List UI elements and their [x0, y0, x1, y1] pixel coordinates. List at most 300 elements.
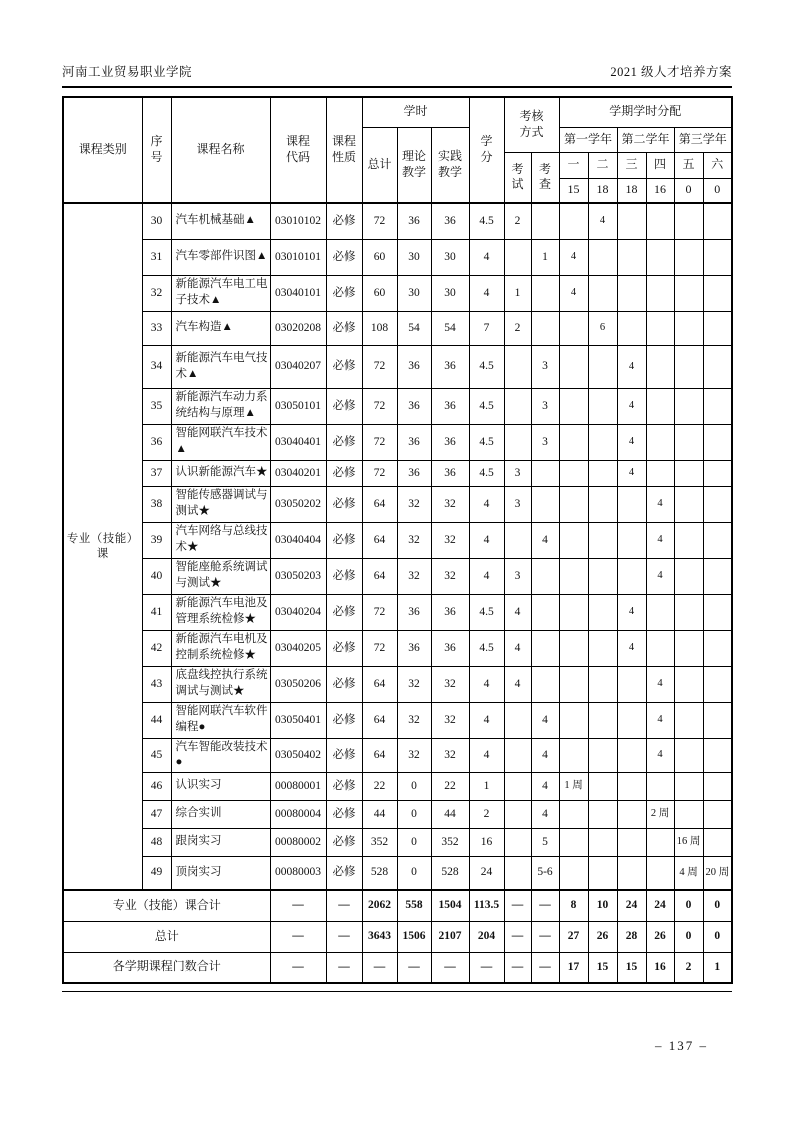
cell-s5	[674, 594, 703, 630]
cell-total: 22	[362, 772, 397, 800]
cell-s2	[588, 239, 617, 275]
header-weeks1: 15	[559, 178, 588, 203]
cell-check: 5	[531, 828, 559, 856]
cell-check: 1	[531, 239, 559, 275]
running-header	[62, 62, 732, 88]
cell-nature: 必修	[326, 486, 362, 522]
cell-check: 4	[531, 800, 559, 828]
cell-code: 03040207	[270, 345, 326, 388]
cell-s6	[703, 738, 732, 772]
cell-credits: 4	[469, 522, 504, 558]
cell-seq: 46	[142, 772, 171, 800]
cell-s4	[646, 275, 674, 311]
summary-row-grand-total	[63, 921, 732, 952]
cell-practice: 44	[431, 800, 469, 828]
cell-nature: 必修	[326, 424, 362, 460]
cell-nature: 必修	[326, 203, 362, 239]
course-row	[63, 203, 732, 239]
summary-total: 2062	[362, 890, 397, 921]
summary-check: —	[531, 952, 559, 983]
cell-practice: 30	[431, 239, 469, 275]
cell-s4	[646, 630, 674, 666]
cell-nature: 必修	[326, 558, 362, 594]
cell-s4	[646, 594, 674, 630]
cell-nature: 必修	[326, 630, 362, 666]
course-row	[63, 311, 732, 345]
cell-practice: 22	[431, 772, 469, 800]
summary-nature: —	[326, 890, 362, 921]
summary-s1: 17	[559, 952, 588, 983]
cell-nature: 必修	[326, 522, 362, 558]
cell-total: 72	[362, 388, 397, 424]
summary-s3: 15	[617, 952, 646, 983]
cell-s4: 4	[646, 486, 674, 522]
cell-s4	[646, 856, 674, 890]
summary-code: —	[270, 952, 326, 983]
cell-code: 03050202	[270, 486, 326, 522]
cell-name: 顶岗实习	[171, 856, 270, 890]
cell-credits: 1	[469, 772, 504, 800]
cell-s4	[646, 828, 674, 856]
cell-s2	[588, 275, 617, 311]
cell-total: 72	[362, 630, 397, 666]
cell-name: 汽车智能改装技术●	[171, 738, 270, 772]
header-sem5: 五	[674, 152, 703, 178]
cell-s4	[646, 388, 674, 424]
cell-theory: 36	[397, 460, 431, 486]
cell-s1	[559, 828, 588, 856]
cell-s1	[559, 460, 588, 486]
cell-s3	[617, 311, 646, 345]
cell-s4: 4	[646, 666, 674, 702]
summary-credits: 204	[469, 921, 504, 952]
cell-s2	[588, 558, 617, 594]
cell-exam: 4	[504, 594, 531, 630]
cell-s6	[703, 630, 732, 666]
header-weeks4: 16	[646, 178, 674, 203]
summary-exam: —	[504, 921, 531, 952]
summary-check: —	[531, 890, 559, 921]
cell-code: 00080003	[270, 856, 326, 890]
cell-name: 新能源汽车电池及管理系统检修★	[171, 594, 270, 630]
cell-exam	[504, 856, 531, 890]
cell-code: 03050101	[270, 388, 326, 424]
bottom-rule	[62, 991, 732, 992]
page-number: – 137 –	[655, 1038, 708, 1053]
course-row	[63, 828, 732, 856]
cell-name: 新能源汽车动力系统结构与原理▲	[171, 388, 270, 424]
cell-practice: 36	[431, 203, 469, 239]
cell-s1: 4	[559, 239, 588, 275]
cell-s6	[703, 772, 732, 800]
cell-s5	[674, 558, 703, 594]
cell-credits: 24	[469, 856, 504, 890]
course-row	[63, 239, 732, 275]
cell-s3	[617, 738, 646, 772]
cell-code: 03040201	[270, 460, 326, 486]
cell-credits: 16	[469, 828, 504, 856]
cell-s4	[646, 311, 674, 345]
cell-theory: 32	[397, 738, 431, 772]
cell-s2	[588, 522, 617, 558]
header-course-name: 课程名称	[171, 97, 270, 203]
summary-s2: 26	[588, 921, 617, 952]
cell-s3	[617, 275, 646, 311]
header-sem4: 四	[646, 152, 674, 178]
cell-theory: 36	[397, 203, 431, 239]
course-row	[63, 702, 732, 738]
cell-practice: 54	[431, 311, 469, 345]
cell-total: 72	[362, 424, 397, 460]
cell-name: 智能座舱系统调试与测试★	[171, 558, 270, 594]
header-category: 课程类别	[63, 97, 142, 203]
cell-s6	[703, 275, 732, 311]
cell-exam	[504, 239, 531, 275]
cell-s6	[703, 522, 732, 558]
header-sem2: 二	[588, 152, 617, 178]
cell-code: 00080002	[270, 828, 326, 856]
header-year2: 第二学年	[617, 127, 674, 152]
header-course-nature: 课程性质	[326, 97, 362, 203]
summary-s1: 27	[559, 921, 588, 952]
cell-exam	[504, 800, 531, 828]
cell-theory: 32	[397, 558, 431, 594]
summary-rows	[63, 890, 732, 983]
cell-nature: 必修	[326, 738, 362, 772]
header-hours-group: 学时	[362, 97, 469, 127]
cell-s3	[617, 800, 646, 828]
course-row	[63, 460, 732, 486]
cell-code: 03010101	[270, 239, 326, 275]
cell-s2	[588, 460, 617, 486]
cell-s2	[588, 772, 617, 800]
course-row	[63, 275, 732, 311]
cell-s6: 20 周	[703, 856, 732, 890]
cell-s3	[617, 239, 646, 275]
header-sem6: 六	[703, 152, 732, 178]
cell-code: 03050401	[270, 702, 326, 738]
cell-name: 汽车构造▲	[171, 311, 270, 345]
summary-s5: 0	[674, 890, 703, 921]
cell-s1	[559, 486, 588, 522]
cell-practice: 32	[431, 666, 469, 702]
cell-s1	[559, 424, 588, 460]
cell-practice: 36	[431, 460, 469, 486]
cell-code: 03040404	[270, 522, 326, 558]
cell-practice: 32	[431, 486, 469, 522]
cell-s2	[588, 594, 617, 630]
cell-credits: 4.5	[469, 460, 504, 486]
cell-s1	[559, 558, 588, 594]
cell-seq: 30	[142, 203, 171, 239]
cell-check: 3	[531, 388, 559, 424]
summary-nature: —	[326, 921, 362, 952]
cell-s5	[674, 738, 703, 772]
cell-seq: 39	[142, 522, 171, 558]
cell-practice: 36	[431, 345, 469, 388]
cell-practice: 32	[431, 702, 469, 738]
cell-check	[531, 558, 559, 594]
cell-s5	[674, 275, 703, 311]
header-hours-total: 总计	[362, 127, 397, 203]
header-seq: 序号	[142, 97, 171, 203]
cell-s3: 4	[617, 460, 646, 486]
cell-s5	[674, 239, 703, 275]
cell-check: 3	[531, 424, 559, 460]
cell-s5	[674, 522, 703, 558]
cell-total: 64	[362, 486, 397, 522]
summary-label: 总计	[63, 921, 270, 952]
cell-theory: 54	[397, 311, 431, 345]
cell-name: 汽车网络与总线技术★	[171, 522, 270, 558]
cell-s2	[588, 856, 617, 890]
cell-s4	[646, 345, 674, 388]
cell-s3	[617, 558, 646, 594]
cell-nature: 必修	[326, 772, 362, 800]
cell-s6	[703, 239, 732, 275]
cell-total: 60	[362, 239, 397, 275]
summary-practice: 1504	[431, 890, 469, 921]
cell-s1	[559, 856, 588, 890]
summary-total: —	[362, 952, 397, 983]
cell-s1	[559, 702, 588, 738]
course-row	[63, 594, 732, 630]
cell-s1	[559, 522, 588, 558]
cell-s6	[703, 424, 732, 460]
cell-credits: 7	[469, 311, 504, 345]
table-head	[63, 97, 732, 203]
cell-s2: 6	[588, 311, 617, 345]
cell-nature: 必修	[326, 666, 362, 702]
cell-name: 智能传感器调试与测试★	[171, 486, 270, 522]
course-row	[63, 345, 732, 388]
summary-practice: —	[431, 952, 469, 983]
summary-exam: —	[504, 890, 531, 921]
cell-exam	[504, 388, 531, 424]
cell-name: 认识实习	[171, 772, 270, 800]
cell-check	[531, 460, 559, 486]
cell-code: 03040401	[270, 424, 326, 460]
cell-s4	[646, 460, 674, 486]
cell-s1	[559, 800, 588, 828]
cell-exam	[504, 738, 531, 772]
course-rows	[63, 203, 732, 890]
cell-total: 352	[362, 828, 397, 856]
summary-code: —	[270, 921, 326, 952]
cell-s3	[617, 856, 646, 890]
header-credits: 学分	[469, 97, 504, 203]
summary-row-skill-total	[63, 890, 732, 921]
cell-theory: 36	[397, 345, 431, 388]
page-content	[62, 0, 732, 992]
cell-nature: 必修	[326, 311, 362, 345]
header-year3: 第三学年	[674, 127, 732, 152]
cell-exam: 2	[504, 311, 531, 345]
cell-code: 03050203	[270, 558, 326, 594]
cell-name: 底盘线控执行系统调试与测试★	[171, 666, 270, 702]
cell-s5	[674, 388, 703, 424]
cell-s3: 4	[617, 424, 646, 460]
cell-s3	[617, 702, 646, 738]
cell-practice: 30	[431, 275, 469, 311]
cell-s3	[617, 522, 646, 558]
cell-code: 03020208	[270, 311, 326, 345]
summary-row-course-count	[63, 952, 732, 983]
cell-credits: 4.5	[469, 388, 504, 424]
cell-s5	[674, 772, 703, 800]
summary-s2: 10	[588, 890, 617, 921]
cell-theory: 0	[397, 800, 431, 828]
summary-exam: —	[504, 952, 531, 983]
cell-total: 108	[362, 311, 397, 345]
cell-code: 03050402	[270, 738, 326, 772]
cell-s1	[559, 630, 588, 666]
cell-total: 60	[362, 275, 397, 311]
cell-exam: 1	[504, 275, 531, 311]
cell-s4: 4	[646, 702, 674, 738]
cell-credits: 4.5	[469, 203, 504, 239]
cell-credits: 4.5	[469, 424, 504, 460]
cell-s1: 4	[559, 275, 588, 311]
summary-s3: 28	[617, 921, 646, 952]
cell-seq: 41	[142, 594, 171, 630]
cell-exam	[504, 522, 531, 558]
cell-check	[531, 630, 559, 666]
cell-seq: 32	[142, 275, 171, 311]
cell-s3: 4	[617, 388, 646, 424]
cell-s5	[674, 630, 703, 666]
header-exam: 考试	[504, 152, 531, 203]
summary-code: —	[270, 890, 326, 921]
course-row	[63, 486, 732, 522]
cell-s2	[588, 702, 617, 738]
cell-name: 跟岗实习	[171, 828, 270, 856]
cell-theory: 36	[397, 594, 431, 630]
cell-theory: 36	[397, 388, 431, 424]
header-weeks3: 18	[617, 178, 646, 203]
course-row	[63, 738, 732, 772]
header-weeks6: 0	[703, 178, 732, 203]
cell-seq: 38	[142, 486, 171, 522]
header-weeks2: 18	[588, 178, 617, 203]
course-row	[63, 522, 732, 558]
summary-nature: —	[326, 952, 362, 983]
header-hours-theory: 理论教学	[397, 127, 431, 203]
cell-s5	[674, 345, 703, 388]
cell-s3	[617, 203, 646, 239]
cell-s2	[588, 424, 617, 460]
cell-code: 03040205	[270, 630, 326, 666]
cell-practice: 36	[431, 630, 469, 666]
cell-nature: 必修	[326, 460, 362, 486]
cell-theory: 32	[397, 522, 431, 558]
cell-s1: 1 周	[559, 772, 588, 800]
cell-theory: 30	[397, 239, 431, 275]
cell-s6	[703, 460, 732, 486]
cell-s3: 4	[617, 630, 646, 666]
cell-code: 03010102	[270, 203, 326, 239]
cell-nature: 必修	[326, 828, 362, 856]
cell-s5	[674, 702, 703, 738]
cell-seq: 45	[142, 738, 171, 772]
cell-check: 4	[531, 702, 559, 738]
summary-s3: 24	[617, 890, 646, 921]
cell-s1	[559, 388, 588, 424]
cell-seq: 31	[142, 239, 171, 275]
cell-theory: 36	[397, 424, 431, 460]
cell-credits: 4	[469, 239, 504, 275]
cell-s6	[703, 203, 732, 239]
cell-check: 5-6	[531, 856, 559, 890]
cell-s3	[617, 772, 646, 800]
cell-practice: 32	[431, 558, 469, 594]
cell-exam: 3	[504, 460, 531, 486]
cell-credits: 4	[469, 738, 504, 772]
cell-credits: 4.5	[469, 345, 504, 388]
summary-s2: 15	[588, 952, 617, 983]
cell-code: 03050206	[270, 666, 326, 702]
cell-s6	[703, 345, 732, 388]
course-row	[63, 388, 732, 424]
cell-s1	[559, 345, 588, 388]
cell-exam	[504, 828, 531, 856]
cell-practice: 36	[431, 594, 469, 630]
cell-s5	[674, 424, 703, 460]
cell-seq: 37	[142, 460, 171, 486]
cell-s1	[559, 311, 588, 345]
curriculum-table	[62, 96, 733, 984]
cell-s4	[646, 203, 674, 239]
header-sem3: 三	[617, 152, 646, 178]
summary-credits: 113.5	[469, 890, 504, 921]
cell-s2	[588, 388, 617, 424]
header-semester-group: 学期学时分配	[559, 97, 732, 127]
cell-s6	[703, 486, 732, 522]
cell-theory: 30	[397, 275, 431, 311]
header-hours-practice: 实践教学	[431, 127, 469, 203]
cell-check	[531, 311, 559, 345]
header-weeks5: 0	[674, 178, 703, 203]
cell-check	[531, 275, 559, 311]
summary-s4: 24	[646, 890, 674, 921]
cell-s5	[674, 203, 703, 239]
cell-nature: 必修	[326, 702, 362, 738]
summary-s6: 0	[703, 890, 732, 921]
header-course-code: 课程代码	[270, 97, 326, 203]
cell-name: 新能源汽车电机及控制系统检修★	[171, 630, 270, 666]
summary-label: 专业（技能）课合计	[63, 890, 270, 921]
cell-s6	[703, 800, 732, 828]
cell-total: 64	[362, 702, 397, 738]
cell-seq: 36	[142, 424, 171, 460]
cell-exam	[504, 772, 531, 800]
summary-s4: 16	[646, 952, 674, 983]
cell-total: 528	[362, 856, 397, 890]
cell-s4: 4	[646, 558, 674, 594]
summary-s5: 2	[674, 952, 703, 983]
cell-s5: 4 周	[674, 856, 703, 890]
summary-label: 各学期课程门数合计	[63, 952, 270, 983]
cell-code: 00080004	[270, 800, 326, 828]
cell-seq: 49	[142, 856, 171, 890]
cell-practice: 528	[431, 856, 469, 890]
course-row	[63, 800, 732, 828]
cell-exam: 4	[504, 630, 531, 666]
cell-practice: 352	[431, 828, 469, 856]
cell-theory: 32	[397, 702, 431, 738]
cell-total: 72	[362, 460, 397, 486]
cell-s3	[617, 666, 646, 702]
